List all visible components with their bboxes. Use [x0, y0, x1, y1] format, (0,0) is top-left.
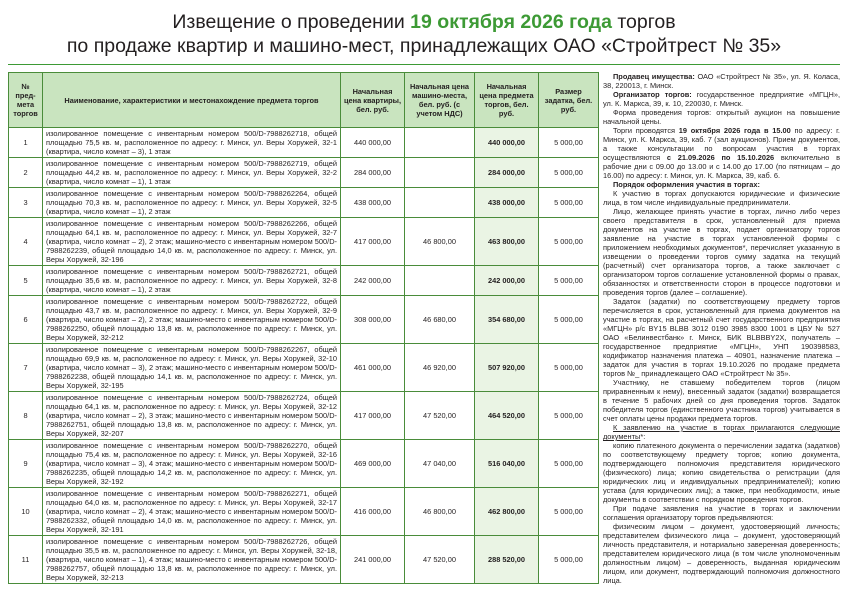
start-price: 464 520,00	[475, 392, 539, 440]
apartment-price: 440 000,00	[341, 128, 405, 158]
time-paragraph	[603, 126, 840, 180]
form-paragraph: Форма проведения торгов: открытый аукцион на повышение начальной цены.	[603, 108, 840, 126]
lot-number: 2	[9, 158, 43, 188]
deposit-amount: 5 000,00	[539, 188, 599, 218]
start-price: 284 000,00	[475, 158, 539, 188]
start-price: 242 000,00	[475, 266, 539, 296]
time-date: 19 октября 2026 года в 15.00	[678, 126, 791, 135]
parking-price: 46 680,00	[405, 296, 475, 344]
deposit-amount: 5 000,00	[539, 296, 599, 344]
lot-description: изолированное помещение с инвентарным номером 500/D-7988262724, общей площадью 64,1 кв. м, расположенное по адресу: г. Минск, ул. Веры Хоружей, 32-12 (квартира, число комнат – 2), 3 этаж; машино-место с инвентарным номером 500/D-7988262751, общей площадью 13,8 кв. м, расположенное по адресу: г. Минск, ул. Веры Хоружей, 32-207	[43, 392, 341, 440]
parking-price	[405, 188, 475, 218]
seller-paragraph	[603, 72, 840, 90]
header-parking-price: Начальная цена машино-места, бел. руб. (с учетом НДС)	[405, 73, 475, 128]
table-row	[9, 188, 599, 218]
organizer-text: государственное предприятие «МГЦН», ул. К. Маркса, 39, к. 10, 220030, г. Минск.	[603, 90, 840, 108]
deposit-amount: 5 000,00	[539, 218, 599, 266]
time-post: по адресу: г. Минск, ул. К. Маркса, 39, каб. 7 (зал аукционов). Прием документов, а также консультации по вопросам участия в торгах осуществляются	[603, 126, 840, 162]
deposit-amount: 5 000,00	[539, 392, 599, 440]
order-heading: Порядок оформления участия в торгах:	[613, 180, 760, 189]
parking-price: 46 800,00	[405, 488, 475, 536]
lots-table	[8, 72, 599, 584]
parking-price: 47 040,00	[405, 440, 475, 488]
lot-description: изолированное помещение с инвентарным номером 500/D-7988262266, общей площадью 64,1 кв. м, расположенное по адресу: г. Минск, ул. Веры Хоружей, 32-7 (квартира, число комнат – 2), 2 этаж; машино-место с инвентарным номером 500/D-7988262239, общей площадью 14,0 кв. м, расположенное по адресу: г. Минск, ул. Веры Хоружей, 32-196	[43, 218, 341, 266]
lot-number: 3	[9, 188, 43, 218]
title-suffix: торгов	[611, 11, 676, 33]
table-row	[9, 158, 599, 188]
docs-star: *:	[640, 432, 646, 441]
lot-number: 1	[9, 128, 43, 158]
table-header-row	[9, 73, 599, 128]
table-row	[9, 344, 599, 392]
header-deposit: Размер задатка, бел. руб.	[539, 73, 599, 128]
deposit-amount: 5 000,00	[539, 536, 599, 584]
start-price: 462 800,00	[475, 488, 539, 536]
title-line-2: по продаже квартир и машино-мест, принадлежащих ОАО «Стройтрест № 35»	[66, 35, 782, 57]
apartment-price: 416 000,00	[341, 488, 405, 536]
paragraph-1: К участию в торгах допускаются юридические и физические лица, в том числе индивидуальные предприниматели.	[603, 189, 840, 207]
parking-price	[405, 266, 475, 296]
apartment-price: 242 000,00	[341, 266, 405, 296]
docs-period: с 21.09.2026 по 15.10.2026	[666, 153, 775, 162]
table-row	[9, 296, 599, 344]
docs-heading-paragraph	[603, 423, 840, 441]
notice-details	[603, 72, 840, 585]
parking-price: 46 920,00	[405, 344, 475, 392]
start-price: 507 920,00	[475, 344, 539, 392]
lot-description: изолированное помещение с инвентарным номером 500/D-7988262270, общей площадью 75,4 кв. м, расположенное по адресу: г. Минск, ул. Веры Хоружей, 32-16 (квартира, число комнат – 3), 4 этаж; машино-место с инвентарным номером 500/D-7988262235, общей площадью 14,2 кв. м, расположенное по адресу: г. Минск, ул. Веры Хоружей, 32-192	[43, 440, 341, 488]
organizer-paragraph	[603, 90, 840, 108]
apartment-price: 438 000,00	[341, 188, 405, 218]
start-price: 516 040,00	[475, 440, 539, 488]
apartment-price: 417 000,00	[341, 392, 405, 440]
apartment-price: 308 000,00	[341, 296, 405, 344]
apartment-price: 469 000,00	[341, 440, 405, 488]
lot-number: 4	[9, 218, 43, 266]
time-post-2: включительно в рабочие дни с 09.00 до 13.00 и с 14.00 до 17.00 (по пятницам – до 16.00) по адресу: г. Минск, ул. К. Маркса, 39, каб. 6.	[603, 153, 841, 180]
start-price: 438 000,00	[475, 188, 539, 218]
deposit-amount: 5 000,00	[539, 344, 599, 392]
header-description: Наименование, характеристики и местонахождение предмета торгов	[43, 73, 341, 128]
start-price: 440 000,00	[475, 128, 539, 158]
time-pre: Торги проводятся	[613, 126, 679, 135]
parking-price	[405, 128, 475, 158]
top-divider	[8, 64, 840, 65]
paragraph-3: Задаток (задатки) по соответствующему предмету торгов перечисляется в срок, установленный для приема документов на участие в торгах, на расчетный счет государственного предприятия «МГЦН» р/с BY15 BLBB 3012 0190 3985 8300 1001 в ЦБУ № 527 ОАО «Белинвестбанк» г. Минск, БИК BLBBBY2X, получатель – государственное предприятие «МГЦН», УНП 190398583, кодификатор назначения платежа – 40901, назначение платежа – задаток для участия в торгах 19.10.2026 по продаже предмета торгов №_ принадлежащего ОАО «Стройтрест № 35».	[603, 297, 840, 378]
lot-description: изолированное помещение с инвентарным номером 500/D-7988262722, общей площадью 43,7 кв. м, расположенное по адресу: г. Минск, ул. Веры Хоружей, 32-9 (квартира, число комнат – 2), 2 этаж; машино-место с инвентарным номером 500/D-7988262250, общей площадью 13,8 кв. м, расположенное по адресу: г. Минск, ул. Веры Хоружей, 32-212	[43, 296, 341, 344]
lot-description: изолированное помещение с инвентарным номером 500/D-7988262271, общей площадью 64,0 кв. м, расположенное по адресу: г. Минск, ул. Веры Хоружей, 32-17 (квартира, число комнат – 2), 4 этаж; машино-место с инвентарным номером 500/D-7988262332, общей площадью 14,0 кв. м, расположенное по адресу: г. Минск, ул. Веры Хоружей, 32-191	[43, 488, 341, 536]
table-row	[9, 218, 599, 266]
apartment-price: 241 000,00	[341, 536, 405, 584]
start-price: 288 520,00	[475, 536, 539, 584]
paragraph-2: Лицо, желающее принять участие в торгах, лично либо через своего представителя в срок, установленный для приема документов на участие в торгах, подает организатору торгов заявление на участие в торгах установленной формы с приложением необходимых документов*, перечисляет указанную в извещении о проведении торгов сумму задатка на текущий (расчетный) счет организатора торгов, а также заключает с организатором торгов соглашение установленной формы о правах, обязанностях и ответственности сторон в процессе подготовки и проведения торгов (далее – соглашение).	[603, 207, 840, 297]
lot-number: 11	[9, 536, 43, 584]
table-row	[9, 536, 599, 584]
apartment-price: 417 000,00	[341, 218, 405, 266]
parking-price: 46 800,00	[405, 218, 475, 266]
lot-description: изолированное помещение с инвентарным номером 500/D-7988262264, общей площадью 70,3 кв. м, расположенное по адресу: г. Минск, ул. Веры Хоружей, 32-5 (квартира, число комнат – 1), 2 этаж	[43, 188, 341, 218]
table-row	[9, 266, 599, 296]
deposit-amount: 5 000,00	[539, 488, 599, 536]
table-row	[9, 392, 599, 440]
organizer-label: Организатор торгов:	[613, 90, 692, 99]
deposit-amount: 5 000,00	[539, 158, 599, 188]
paragraph-4: Участнику, не ставшему победителем торгов (лицом приравненным к нему), внесенный задаток (задатки) возвращается в течение 5 рабочих дней со дня проведения торгов. Задаток победителя торгов (единственного участника торгов) учитывается в счет оплаты цены продажи предмета торгов.	[603, 378, 840, 423]
docs-heading: К заявлению на участие в торгах прилагаются следующие документы	[603, 423, 840, 441]
seller-label: Продавец имущества:	[613, 72, 695, 81]
lot-number: 8	[9, 392, 43, 440]
lot-number: 10	[9, 488, 43, 536]
header-start-price: Начальная цена предмета торгов, бел. руб.	[475, 73, 539, 128]
start-price: 463 800,00	[475, 218, 539, 266]
parking-price: 47 520,00	[405, 536, 475, 584]
start-price: 354 680,00	[475, 296, 539, 344]
apartment-price: 461 000,00	[341, 344, 405, 392]
deposit-amount: 5 000,00	[539, 440, 599, 488]
paragraph-5: копию платежного документа о перечислении задатка (задатков) по соответствующему предмету торгов; копию документа, подтверждающего полномочия представителя юридического (физического) лица; копию свидетельства о регистрации (для юридических лиц и индивидуальных предпринимателей); копию устава (для юридических лиц); а также, при необходимости, иные документы в соответствии с порядком проведения торгов.	[603, 441, 840, 504]
deposit-amount: 5 000,00	[539, 266, 599, 296]
table-row	[9, 440, 599, 488]
header-apartment-price: Начальная цена квартиры, бел. руб.	[341, 73, 405, 128]
parking-price: 47 520,00	[405, 392, 475, 440]
deposit-amount: 5 000,00	[539, 128, 599, 158]
lot-description: изолированное помещение с инвентарным номером 500/D-7988262718, общей площадью 75,5 кв. м, расположенное по адресу: г. Минск, ул. Веры Хоружей, 32-1 (квартира, число комнат – 3), 1 этаж	[43, 128, 341, 158]
lot-description: изолированное помещение с инвентарным номером 500/D-7988262719, общей площадью 44,2 кв. м, расположенное по адресу: г. Минск, ул. Веры Хоружей, 32-2 (квартира, число комнат – 1), 1 этаж	[43, 158, 341, 188]
lot-description: изолированное помещение с инвентарным номером 500/D-7988262267, общей площадью 69,9 кв. м, расположенное по адресу: г. Минск, ул. Веры Хоружей, 32-10 (квартира, число комнат – 3), 2 этаж; машино-место с инвентарным номером 500/D-7988262238, общей площадью 14,1 кв. м, расположенное по адресу: г. Минск, ул. Веры Хоружей, 32-195	[43, 344, 341, 392]
table-row	[9, 488, 599, 536]
apartment-price: 284 000,00	[341, 158, 405, 188]
title-prefix: Извещение о проведении	[172, 11, 411, 33]
lot-number: 9	[9, 440, 43, 488]
auction-date: 19 октября 2026 года	[410, 11, 612, 33]
notice-title	[0, 10, 848, 58]
lot-number: 7	[9, 344, 43, 392]
parking-price	[405, 158, 475, 188]
header-lot-number: № пред-мета торгов	[9, 73, 43, 128]
paragraph-6: При подаче заявления на участие в торгах и заключении соглашения организатору торгов предъявляются:	[603, 504, 840, 522]
lot-description: изолированное помещение с инвентарным номером 500/D-7988262726, общей площадью 35,5 кв. м, расположенное по адресу: г. Минск, ул. Веры Хоружей, 32-18, (квартира, число комнат – 1), 4 этаж; машино-место с инвентарным номером 500/D-7988262757, общей площадью 13,8 кв. м, расположенное по адресу: г. Минск, ул. Веры Хоружей, 32-213	[43, 536, 341, 584]
title-line-1	[0, 10, 848, 34]
lot-number: 6	[9, 296, 43, 344]
paragraph-7: физическим лицом – документ, удостоверяющий личность; представителем физического лица – документ, удостоверяющий личность представителя, и нотариально заверенная доверенность; представителем юридического лица (в том числе уполномоченным должностным лицом) – доверенность, выданная юридическим лицом, или документ, подтверждающий полномочия должностного лица.	[603, 522, 840, 585]
lot-number: 5	[9, 266, 43, 296]
lot-description: изолированное помещение с инвентарным номером 500/D-7988262721, общей площадью 35,6 кв. м, расположенное по адресу: г. Минск, ул. Веры Хоружей, 32-8 (квартира, число комнат – 1), 2 этаж	[43, 266, 341, 296]
seller-text: ОАО «Стройтрест № 35», ул. Я. Коласа, 38, 220013, г. Минск.	[603, 72, 840, 90]
table-row	[9, 128, 599, 158]
